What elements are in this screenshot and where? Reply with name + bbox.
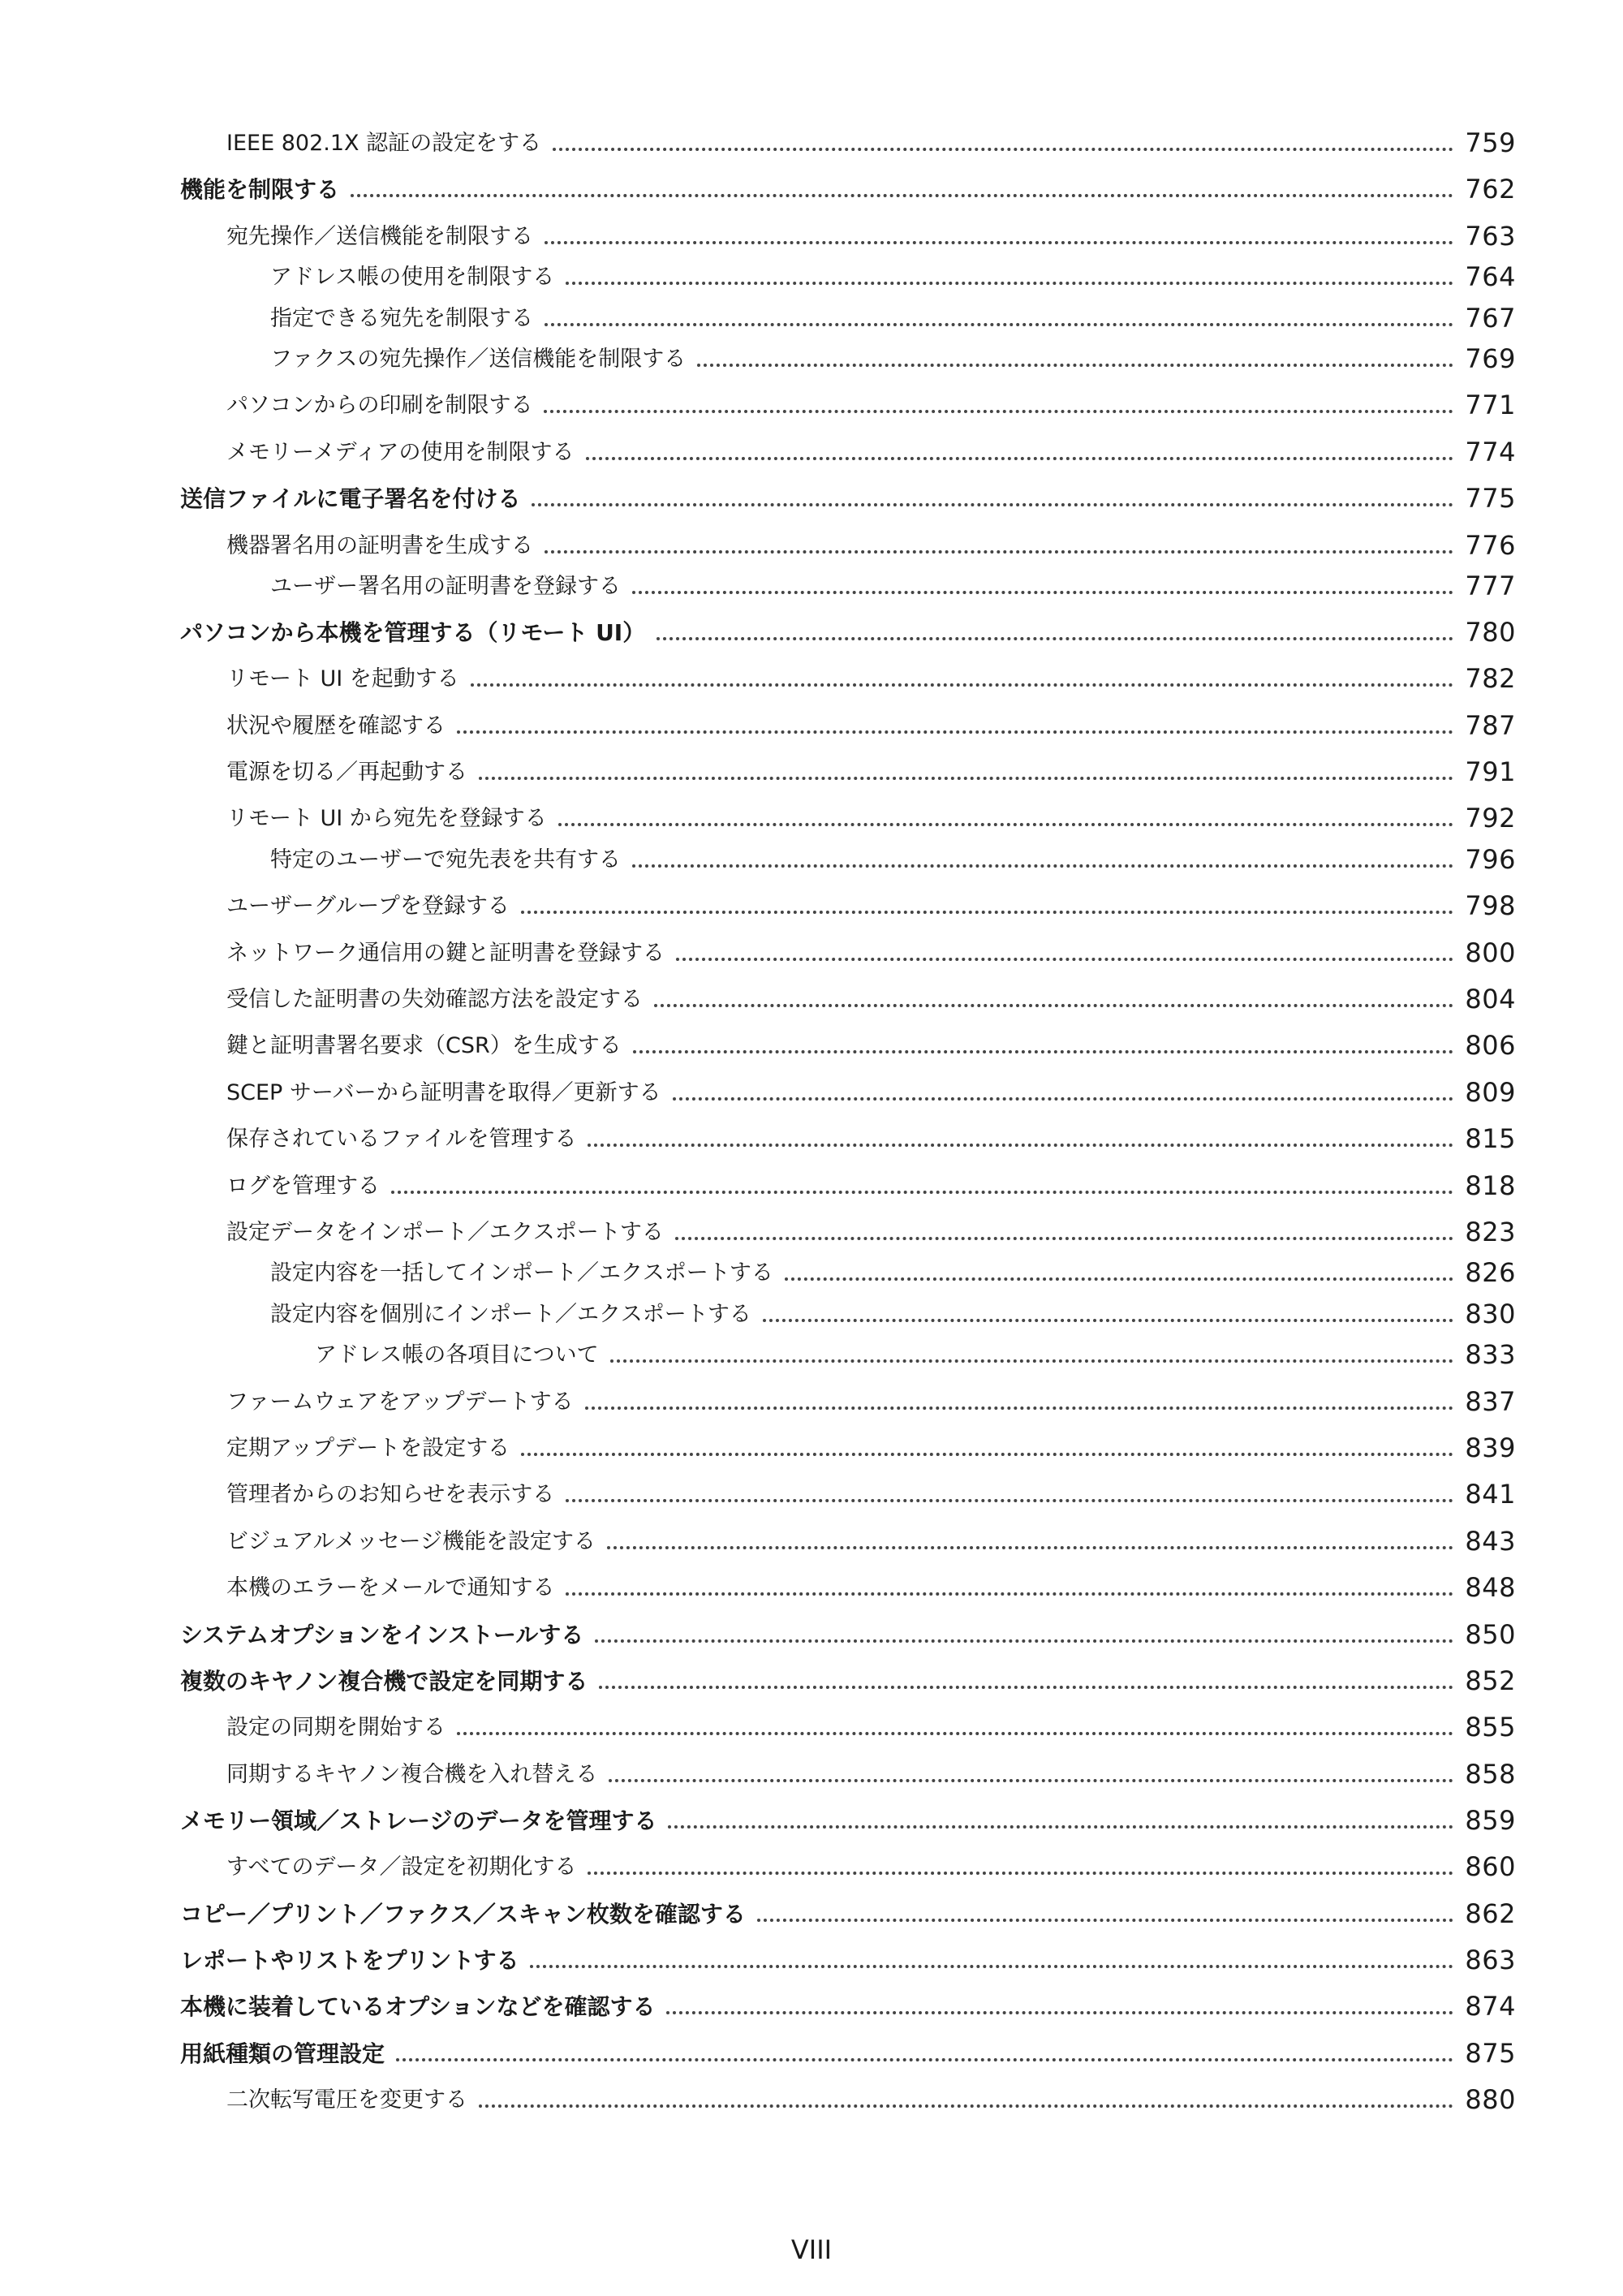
toc-entry-page: 823: [1465, 1217, 1516, 1247]
toc-entry-title: ファクスの宛先操作／送信機能を制限する: [270, 347, 687, 372]
toc-entry-title: パソコンから本機を管理する（リモート UI）: [180, 619, 646, 646]
toc-entry[interactable]: [0, 212, 1623, 252]
toc-entry-title: レポートやリストをプリントする: [180, 1947, 519, 1974]
toc-entry[interactable]: [0, 294, 1623, 334]
toc-entry-page: 874: [1465, 1991, 1516, 2022]
toc-entry-page: 763: [1465, 221, 1516, 252]
toc-entry-page: 855: [1465, 1712, 1516, 1742]
toc-entry-title: 複数のキヤノン複合機で設定を同期する: [180, 1668, 588, 1695]
toc-entry-page: 858: [1465, 1759, 1516, 1790]
toc-entry-page: 830: [1465, 1299, 1516, 1329]
dot-leader: [609, 1779, 1453, 1782]
toc-entry-page: 800: [1465, 937, 1516, 968]
toc-entry-page: 863: [1465, 1945, 1516, 1975]
dot-leader: [545, 241, 1453, 244]
toc-entry-title: 鍵と証明書署名要求（CSR）を生成する: [226, 1033, 622, 1058]
toc-entry[interactable]: [0, 334, 1623, 375]
toc-entry-title: パソコンからの印刷を制限する: [226, 393, 533, 418]
toc-entry-title: 本機のエラーをメールで通知する: [226, 1575, 555, 1600]
toc-entry-title: アドレス帳の各項目について: [315, 1342, 599, 1368]
toc-entry-page: 806: [1465, 1030, 1516, 1061]
toc-entry-title: 機能を制限する: [180, 176, 340, 203]
toc-entry[interactable]: [0, 1470, 1623, 1510]
dot-leader: [396, 2058, 1453, 2061]
toc-entry[interactable]: [0, 1796, 1623, 1837]
toc-entry-page: 837: [1465, 1386, 1516, 1417]
toc-entry-page: 875: [1465, 2038, 1516, 2069]
dot-leader: [566, 282, 1453, 285]
dot-leader: [588, 1144, 1453, 1147]
dot-leader: [757, 1919, 1453, 1922]
toc-entry[interactable]: [0, 1936, 1623, 1976]
dot-leader: [676, 958, 1453, 961]
dot-leader: [585, 1406, 1454, 1410]
toc-entry-title: 送信ファイルに電子署名を付ける: [180, 485, 521, 512]
dot-leader: [521, 911, 1454, 914]
toc-entry-page: 792: [1465, 803, 1516, 834]
toc-entry-title: ユーザー署名用の証明書を登録する: [270, 574, 621, 599]
toc-entry-page: 771: [1465, 390, 1516, 420]
toc-entry-title: ネットワーク通信用の鍵と証明書を登録する: [226, 941, 665, 966]
dot-leader: [599, 1686, 1453, 1689]
toc-entry-title: メモリーメディアの使用を制限する: [226, 440, 575, 465]
dot-leader: [673, 1097, 1454, 1101]
toc-entry-page: 860: [1465, 1851, 1516, 1882]
toc-entry[interactable]: [0, 474, 1623, 515]
toc-entry-title: システムオプションをインストールする: [180, 1622, 584, 1648]
dot-leader: [697, 364, 1453, 367]
dot-leader: [657, 637, 1453, 640]
toc-entry-title: 保存されているファイルを管理する: [226, 1126, 577, 1152]
dot-leader: [607, 1546, 1453, 1549]
toc-entry[interactable]: [0, 1842, 1623, 1883]
dot-leader: [471, 683, 1454, 687]
toc-entry-page: 774: [1465, 437, 1516, 467]
toc-entry-title: 二次転写電圧を変更する: [226, 2087, 467, 2113]
toc-entry[interactable]: [0, 608, 1623, 648]
toc-entry-title: 管理者からのお知らせを表示する: [226, 1482, 555, 1507]
dot-leader: [610, 1359, 1454, 1363]
toc-entry[interactable]: [0, 1889, 1623, 1930]
toc-entry[interactable]: [0, 1563, 1623, 1604]
toc-entry[interactable]: [0, 252, 1623, 293]
toc-entry[interactable]: [0, 835, 1623, 876]
toc-entry[interactable]: [0, 1021, 1623, 1062]
dot-leader: [457, 1732, 1453, 1735]
toc-entry[interactable]: [0, 2075, 1623, 2116]
toc-entry-page: 780: [1465, 617, 1516, 648]
toc-entry-page: 818: [1465, 1170, 1516, 1201]
toc-entry-page: 848: [1465, 1572, 1516, 1603]
toc-entry-page: 767: [1465, 303, 1516, 334]
dot-leader: [668, 1825, 1453, 1829]
dot-leader: [595, 1639, 1453, 1643]
dot-leader: [558, 823, 1454, 826]
toc-entry-title: 指定できる宛先を制限する: [270, 306, 533, 331]
toc-entry[interactable]: [0, 1248, 1623, 1289]
toc-entry[interactable]: [0, 1068, 1623, 1109]
dot-leader: [479, 777, 1453, 780]
toc-entry[interactable]: [0, 794, 1623, 834]
toc-entry-page: 859: [1465, 1805, 1516, 1836]
toc-entry-title: 用紙種類の管理設定: [180, 2040, 385, 2067]
toc-entry[interactable]: [0, 165, 1623, 205]
toc-entry-title: ログを管理する: [226, 1174, 380, 1199]
toc-entry-page: 782: [1465, 663, 1516, 694]
toc-entry[interactable]: [0, 1517, 1623, 1557]
toc-entry[interactable]: [0, 428, 1623, 468]
toc-entry-title: 設定内容を一括してインポート／エクスポートする: [270, 1260, 773, 1286]
toc-entry-page: 841: [1465, 1479, 1516, 1510]
toc-entry[interactable]: [0, 381, 1623, 421]
dot-leader: [675, 1237, 1454, 1240]
dot-leader: [586, 457, 1454, 460]
dot-leader: [633, 1050, 1454, 1053]
toc-entry-title: 同期するキヤノン複合機を入れ替える: [226, 1762, 598, 1787]
toc-entry-title: 受信した証明書の失効確認方法を設定する: [226, 987, 643, 1012]
toc-entry-title: 設定内容を個別にインポート／エクスポートする: [270, 1302, 751, 1327]
toc-entry-title: 状況や履歴を確認する: [226, 713, 446, 739]
toc-entry-page: 815: [1465, 1123, 1516, 1154]
dot-leader: [566, 1592, 1453, 1596]
dot-leader: [521, 1453, 1453, 1456]
dot-leader: [588, 1872, 1453, 1875]
dot-leader: [763, 1319, 1454, 1322]
dot-leader: [479, 2104, 1453, 2108]
toc-entry-page: 776: [1465, 530, 1516, 561]
toc-entry-title: ファームウェアをアップデートする: [226, 1389, 574, 1415]
dot-leader: [545, 550, 1453, 554]
toc-entry[interactable]: [0, 521, 1623, 562]
dot-leader: [566, 1499, 1453, 1502]
toc-entry-title: すべてのデータ／設定を初期化する: [226, 1854, 577, 1880]
toc-entry-title: コピー／プリント／ファクス／スキャン枚数を確認する: [180, 1901, 746, 1928]
dot-leader: [391, 1191, 1453, 1194]
toc-entry-page: 826: [1465, 1257, 1516, 1288]
dot-leader: [530, 1965, 1453, 1968]
toc-entry-title: 設定データをインポート／エクスポートする: [226, 1220, 664, 1245]
toc-entry[interactable]: [0, 1424, 1623, 1464]
toc-entry-page: 775: [1465, 483, 1516, 514]
toc-entry-title: リモート UI を起動する: [226, 666, 459, 691]
toc-entry-title: リモート UI から宛先を登録する: [226, 806, 547, 831]
toc-entry-title: 機器署名用の証明書を生成する: [226, 533, 533, 558]
toc-entry-page: 777: [1465, 571, 1516, 601]
toc-entry[interactable]: [0, 1703, 1623, 1743]
dot-leader: [654, 1004, 1453, 1007]
toc-entry[interactable]: [0, 1330, 1623, 1371]
toc-entry[interactable]: [0, 1982, 1623, 2022]
toc-entry-page: 839: [1465, 1432, 1516, 1463]
toc-entry[interactable]: [0, 118, 1623, 159]
toc-entry-title: IEEE 802.1X 認証の設定をする: [226, 131, 542, 156]
toc-entry-page: 852: [1465, 1665, 1516, 1696]
toc-entry-title: ビジュアルメッセージ機能を設定する: [226, 1529, 596, 1554]
toc-entry[interactable]: [0, 701, 1623, 742]
toc-entry[interactable]: [0, 1208, 1623, 1248]
dot-leader: [544, 410, 1453, 413]
toc-entry-page: 764: [1465, 261, 1516, 292]
toc-entry-page: 798: [1465, 890, 1516, 921]
toc-entry[interactable]: [0, 562, 1623, 602]
dot-leader: [553, 148, 1453, 151]
toc-entry-page: 791: [1465, 756, 1516, 787]
toc-entry-page: 843: [1465, 1526, 1516, 1557]
page-number: VIII: [790, 2234, 833, 2265]
toc-entry-title: 本機に装着しているオプションなどを確認する: [180, 1993, 656, 2020]
toc-entry[interactable]: [0, 1610, 1623, 1651]
toc-entry-title: 宛先操作／送信機能を制限する: [226, 224, 533, 249]
toc-entry-page: 762: [1465, 174, 1516, 205]
dot-leader: [632, 864, 1453, 868]
toc-entry[interactable]: [0, 1114, 1623, 1155]
toc-entry-page: 809: [1465, 1077, 1516, 1108]
toc-entry[interactable]: [0, 747, 1623, 788]
dot-leader: [351, 194, 1453, 197]
toc-entry-page: 759: [1465, 127, 1516, 158]
toc-entry-title: アドレス帳の使用を制限する: [270, 265, 555, 290]
toc-entry-title: 設定の同期を開始する: [226, 1715, 446, 1740]
toc-entry-title: 特定のユーザーで宛先表を共有する: [270, 847, 621, 872]
toc-entry-page: 769: [1465, 343, 1516, 374]
toc-entry-title: メモリー領域／ストレージのデータを管理する: [180, 1807, 657, 1834]
toc-entry[interactable]: [0, 1161, 1623, 1202]
toc-entry[interactable]: [0, 1377, 1623, 1418]
toc-entry-title: 定期アップデートを設定する: [226, 1436, 510, 1461]
toc-entry-page: 787: [1465, 710, 1516, 741]
toc-entry-title: ユーザーグループを登録する: [226, 894, 510, 919]
toc-entry[interactable]: [0, 975, 1623, 1015]
toc-entry-page: 880: [1465, 2084, 1516, 2115]
toc-entry[interactable]: [0, 2029, 1623, 2070]
toc-entry-page: 796: [1465, 844, 1516, 875]
dot-leader: [545, 323, 1453, 326]
toc-entry[interactable]: [0, 1656, 1623, 1697]
toc-entry[interactable]: [0, 1290, 1623, 1330]
toc-entry-page: 850: [1465, 1619, 1516, 1650]
toc-entry-page: 833: [1465, 1339, 1516, 1370]
dot-leader: [666, 2011, 1453, 2014]
toc-entry-page: 804: [1465, 984, 1516, 1014]
toc-entry[interactable]: [0, 654, 1623, 695]
dot-leader: [785, 1277, 1454, 1281]
dot-leader: [632, 591, 1453, 594]
toc-entry-page: 862: [1465, 1898, 1516, 1929]
toc-entry-title: 電源を切る／再起動する: [226, 760, 467, 785]
toc-entry[interactable]: [0, 881, 1623, 922]
toc-entry-title: SCEP サーバーから証明書を取得／更新する: [226, 1080, 661, 1105]
dot-leader: [457, 730, 1453, 734]
toc-entry[interactable]: [0, 1750, 1623, 1790]
dot-leader: [532, 503, 1453, 506]
toc-entry[interactable]: [0, 928, 1623, 969]
